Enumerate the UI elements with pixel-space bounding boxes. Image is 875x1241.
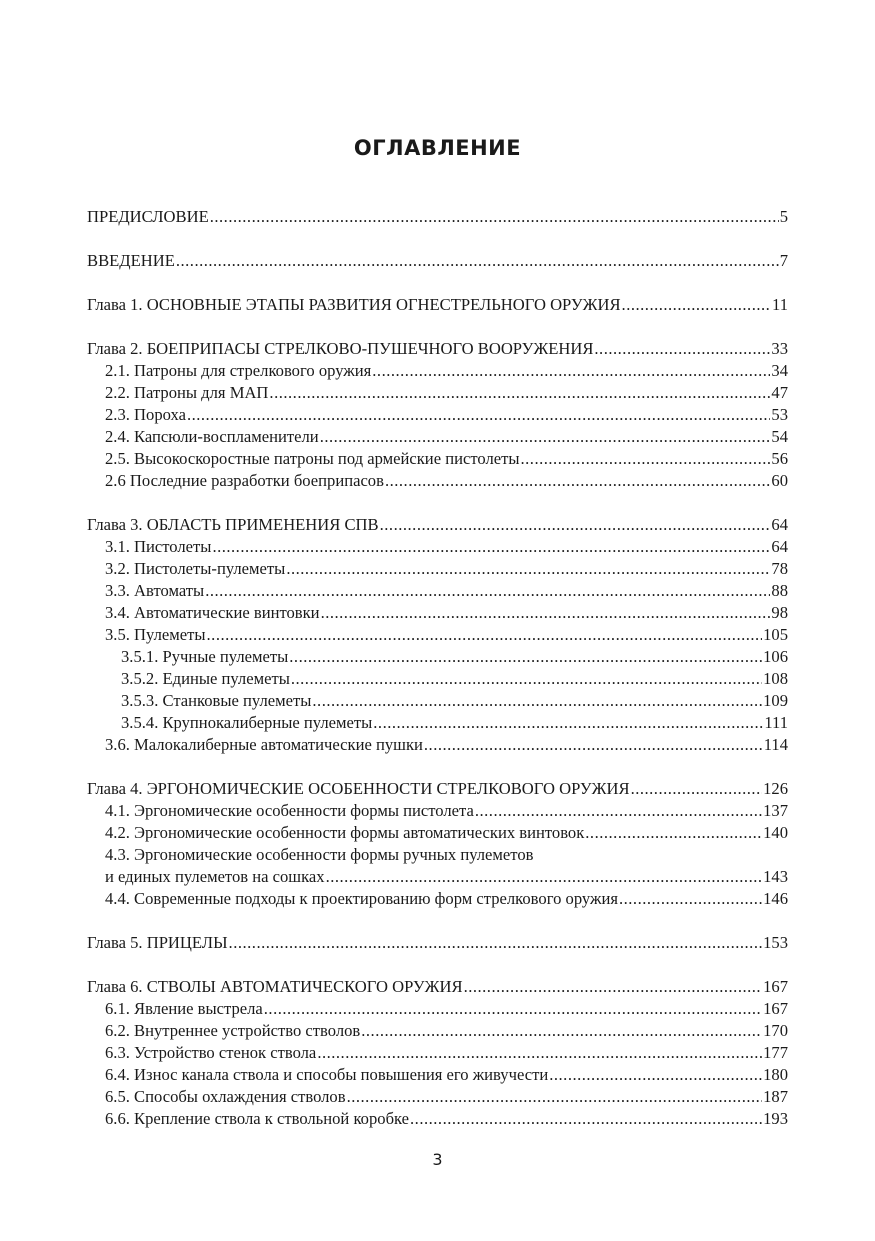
toc-entry-2-4[interactable] — [87, 426, 788, 448]
toc-entry-text: 4.3. Эргономические особенности формы ручных пулеметов — [105, 845, 534, 864]
toc-entry-text: 3.6. Малокалиберные автоматические пушки — [105, 735, 423, 754]
toc-entry-4-4[interactable] — [87, 888, 788, 910]
toc-entry-chapter-2[interactable] — [87, 338, 788, 360]
toc-entry-text: Глава 1. ОСНОВНЫЕ ЭТАПЫ РАЗВИТИЯ ОГНЕСТРЕЛЬНОГО ОРУЖИЯ — [87, 295, 621, 314]
toc-entry-page: 64 — [771, 537, 788, 556]
toc-entry-text: 2.3. Пороха — [105, 405, 186, 424]
toc-entry-text: 3.5.1. Ручные пулеметы — [121, 647, 289, 666]
toc-entry-page: 170 — [763, 1021, 788, 1040]
toc-entry-text: 3.5.2. Единые пулеметы — [121, 669, 290, 688]
toc-entry-page: 78 — [771, 559, 788, 578]
toc-entry-text: 3.1. Пистолеты — [105, 537, 212, 556]
toc-entry-page: 177 — [763, 1043, 788, 1062]
toc-entry-4-1[interactable] — [87, 800, 788, 822]
toc-entry-page: 143 — [763, 867, 788, 886]
toc-entry-page: 11 — [772, 295, 788, 314]
toc-entry-2-5[interactable] — [87, 448, 788, 470]
toc-entry-text: 3.2. Пистолеты-пулеметы — [105, 559, 286, 578]
toc-entry-text: и единых пулеметов на сошках — [105, 867, 325, 886]
toc-entry-3-4[interactable] — [87, 602, 788, 624]
toc-entry-page: 5 — [779, 207, 788, 226]
toc-entry-4-2[interactable] — [87, 822, 788, 844]
toc-entry-page: 54 — [771, 427, 788, 446]
toc-entry-page: 140 — [763, 823, 788, 842]
toc-entry-page: 105 — [763, 625, 788, 644]
toc-entry-text: 3.5.3. Станковые пулеметы — [121, 691, 312, 710]
toc-entry-text: 2.2. Патроны для МАП — [105, 383, 269, 402]
toc-entry-text: 6.3. Устройство стенок ствола — [105, 1043, 317, 1062]
toc-entry-text: Глава 4. ЭРГОНОМИЧЕСКИЕ ОСОБЕННОСТИ СТРЕЛКОВОГО ОРУЖИЯ — [87, 779, 630, 798]
toc-entry-text: 3.5. Пулеметы — [105, 625, 206, 644]
toc-entry-text: 4.2. Эргономические особенности формы автоматических винтовок — [105, 823, 585, 842]
toc-entry-text: Глава 2. БОЕПРИПАСЫ СТРЕЛКОВО-ПУШЕЧНОГО ВООРУЖЕНИЯ — [87, 339, 594, 358]
toc-entry-text: Глава 6. СТВОЛЫ АВТОМАТИЧЕСКОГО ОРУЖИЯ — [87, 977, 463, 996]
toc-entry-text: ПРЕДИСЛОВИЕ — [87, 207, 209, 226]
toc-entry-text: 6.2. Внутреннее устройство стволов — [105, 1021, 361, 1040]
toc-entry-page: 167 — [763, 999, 788, 1018]
toc-entry-6-3[interactable] — [87, 1042, 788, 1064]
toc-entry-page: 53 — [771, 405, 788, 424]
toc-entry-text: 4.4. Современные подходы к проектированию форм стрелкового оружия — [105, 889, 618, 908]
toc-entry-3-5-4[interactable] — [87, 712, 788, 734]
toc-entry-6-5[interactable] — [87, 1086, 788, 1108]
toc-entry-page: 34 — [771, 361, 788, 380]
toc-entry-4-3[interactable] — [87, 844, 788, 866]
toc-entry-text: Глава 5. ПРИЦЕЛЫ — [87, 933, 228, 952]
toc-entry-page: 56 — [771, 449, 788, 468]
toc-entry-2-3[interactable] — [87, 404, 788, 426]
toc-entry-text: 3.4. Автоматические винтовки — [105, 603, 320, 622]
toc-entry-3-6[interactable] — [87, 734, 788, 756]
toc-entry-page: 109 — [763, 691, 788, 710]
toc-entry-introduction[interactable] — [87, 250, 788, 272]
toc-entry-page: 126 — [763, 779, 788, 798]
toc-entry-3-1[interactable] — [87, 536, 788, 558]
toc-entry-text: 2.4. Капсюли-воспламенители — [105, 427, 319, 446]
toc-entry-page: 60 — [771, 471, 788, 490]
toc-entry-3-5-3[interactable] — [87, 690, 788, 712]
toc-entry-text: 6.6. Крепление ствола к ствольной коробке — [105, 1109, 410, 1128]
toc-entry-6-4[interactable] — [87, 1064, 788, 1086]
toc-entry-6-2[interactable] — [87, 1020, 788, 1042]
toc-entry-page: 7 — [779, 251, 788, 270]
toc-entry-text: 3.3. Автоматы — [105, 581, 205, 600]
toc-entry-text: ВВЕДЕНИЕ — [87, 251, 175, 270]
page-title: ОГЛАВЛЕНИЕ — [353, 136, 522, 160]
toc-entry-page: 88 — [771, 581, 788, 600]
toc-entry-page: 106 — [763, 647, 788, 666]
toc-entry-chapter-5[interactable] — [87, 932, 788, 954]
toc-entry-2-6[interactable] — [87, 470, 788, 492]
toc-entry-text: 6.4. Износ канала ствола и способы повышения его живучести — [105, 1065, 549, 1084]
toc-entry-page: 114 — [763, 735, 788, 754]
toc-entry-2-2[interactable] — [87, 382, 788, 404]
toc-entry-page: 146 — [763, 889, 788, 908]
toc-entry-6-6[interactable] — [87, 1108, 788, 1130]
toc-entry-3-3[interactable] — [87, 580, 788, 602]
toc-entry-page: 64 — [771, 515, 788, 534]
toc-entry-page: 33 — [771, 339, 788, 358]
toc-entry-chapter-4[interactable] — [87, 778, 788, 800]
toc-entry-text: 3.5.4. Крупнокалиберные пулеметы — [121, 713, 373, 732]
toc-entry-3-5[interactable] — [87, 624, 788, 646]
toc-entry-text: Глава 3. ОБЛАСТЬ ПРИМЕНЕНИЯ СПВ — [87, 515, 379, 534]
toc-entry-text: 2.5. Высокоскоростные патроны под армейские пистолеты — [105, 449, 520, 468]
page-number: 3 — [432, 1150, 443, 1169]
toc-entry-preface[interactable] — [87, 206, 788, 228]
toc-entry-6-1[interactable] — [87, 998, 788, 1020]
toc-entry-page: 180 — [763, 1065, 788, 1084]
toc-entry-text: 6.5. Способы охлаждения стволов — [105, 1087, 346, 1106]
table-of-contents — [87, 206, 788, 1130]
toc-entry-text: 6.1. Явление выстрела — [105, 999, 263, 1018]
toc-entry-3-5-2[interactable] — [87, 668, 788, 690]
toc-entry-2-1[interactable] — [87, 360, 788, 382]
toc-entry-chapter-6[interactable] — [87, 976, 788, 998]
toc-entry-page: 153 — [763, 933, 788, 952]
toc-entry-page: 137 — [763, 801, 788, 820]
toc-entry-page: 47 — [771, 383, 788, 402]
toc-entry-chapter-3[interactable] — [87, 514, 788, 536]
toc-entry-text: 4.1. Эргономические особенности формы пистолета — [105, 801, 474, 820]
toc-entry-page: 167 — [763, 977, 788, 996]
toc-entry-3-5-1[interactable] — [87, 646, 788, 668]
toc-entry-chapter-1[interactable] — [87, 294, 788, 316]
toc-entry-text: 2.1. Патроны для стрелкового оружия — [105, 361, 372, 380]
toc-entry-text: 2.6 Последние разработки боеприпасов — [105, 471, 384, 490]
toc-entry-3-2[interactable] — [87, 558, 788, 580]
toc-entry-page: 193 — [763, 1109, 788, 1128]
toc-entry-page: 108 — [763, 669, 788, 688]
toc-entry-page: 98 — [771, 603, 788, 622]
toc-entry-page: 187 — [763, 1087, 788, 1106]
toc-entry-page: 111 — [764, 713, 788, 732]
toc-entry-4-3-continued[interactable] — [87, 866, 788, 888]
